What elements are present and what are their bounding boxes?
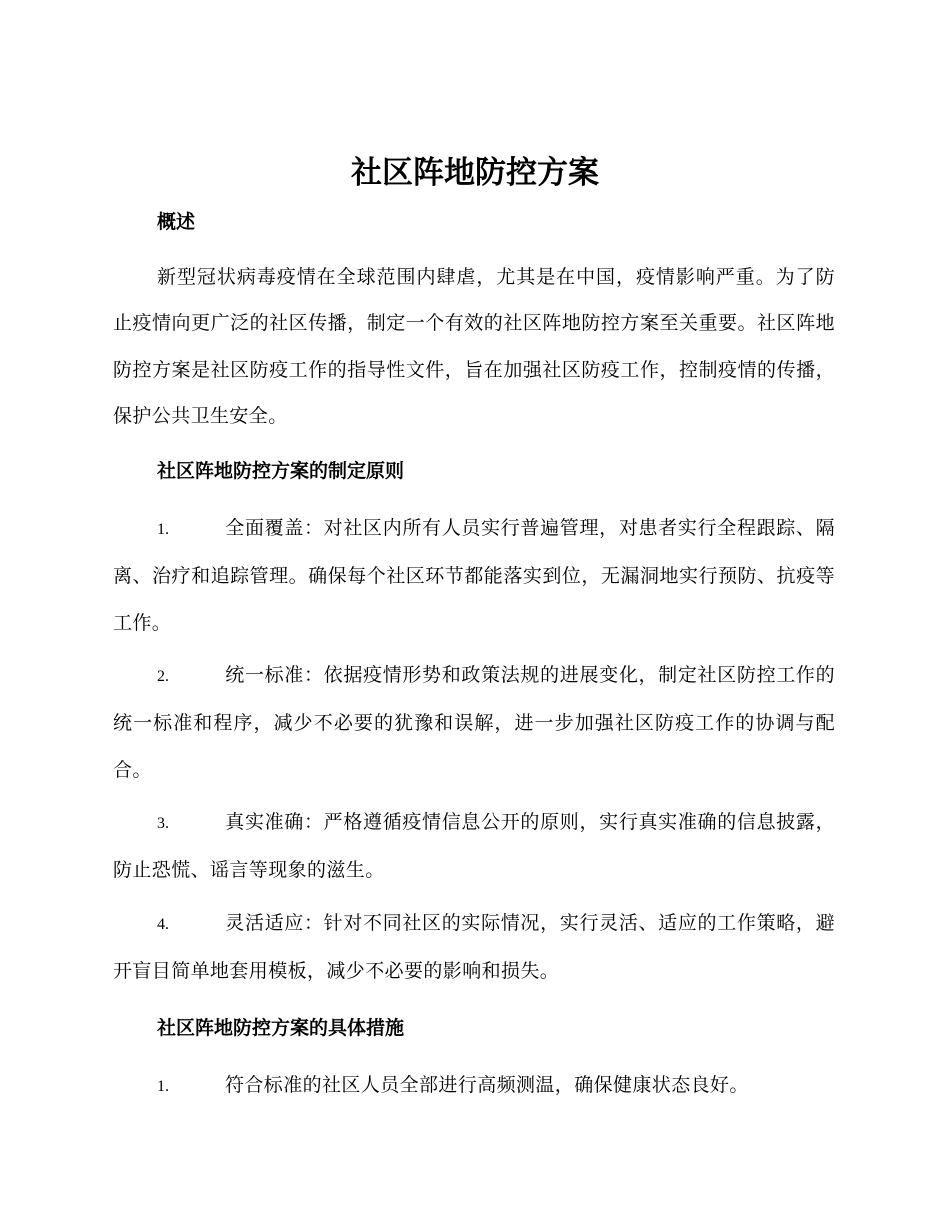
principle-item-4	[113, 900, 835, 995]
list-number: 3.	[157, 815, 169, 832]
list-item-text: 全面覆盖：对社区内所有人员实行普遍管理，对患者实行全程跟踪、隔离、治疗和追踪管理。确保每个社区环节都能落实到位，无漏洞地实行预防、抗疫等工作。	[113, 517, 835, 634]
list-item-text: 真实准确：严格遵循疫情信息公开的原则，实行真实准确的信息披露，防止恐慌、谣言等现象的滋生。	[113, 811, 835, 882]
list-number: 4.	[157, 916, 169, 933]
list-item-text: 统一标准：依据疫情形势和政策法规的进展变化，制定社区防控工作的统一标准和程序，减少不必要的犹豫和误解，进一步加强社区防疫工作的协调与配合。	[113, 664, 835, 781]
document-title: 社区阵地防控方案	[351, 155, 599, 191]
section-heading-principles: 社区阵地防控方案的制定原则	[157, 460, 405, 482]
list-number: 2.	[157, 668, 169, 685]
list-number: 1.	[157, 521, 169, 538]
overview-paragraph: 新型冠状病毒疫情在全球范围内肆虐，尤其是在中国，疫情影响严重。为了防止疫情向更广泛的社区传播，制定一个有效的社区阵地防控方案至关重要。社区阵地防控方案是社区防疫工作的指导性文件，旨在加强社区防疫工作，控制疫情的传播，保护公共卫生安全。	[113, 266, 835, 427]
list-item-text: 灵活适应：针对不同社区的实际情况，实行灵活、适应的工作策略，避开盲目简单地套用模板，减少不必要的影响和损失。	[113, 912, 835, 983]
list-number: 1.	[157, 1078, 169, 1095]
principle-item-3	[113, 799, 835, 894]
principle-item-1	[113, 505, 835, 646]
list-item-text: 符合标准的社区人员全部进行高频测温，确保健康状态良好。	[225, 1074, 749, 1096]
section-heading-overview: 概述	[157, 211, 196, 233]
measure-item-1	[113, 1062, 835, 1110]
section-heading-measures: 社区阵地防控方案的具体措施	[157, 1017, 405, 1039]
principle-item-2	[113, 652, 835, 793]
